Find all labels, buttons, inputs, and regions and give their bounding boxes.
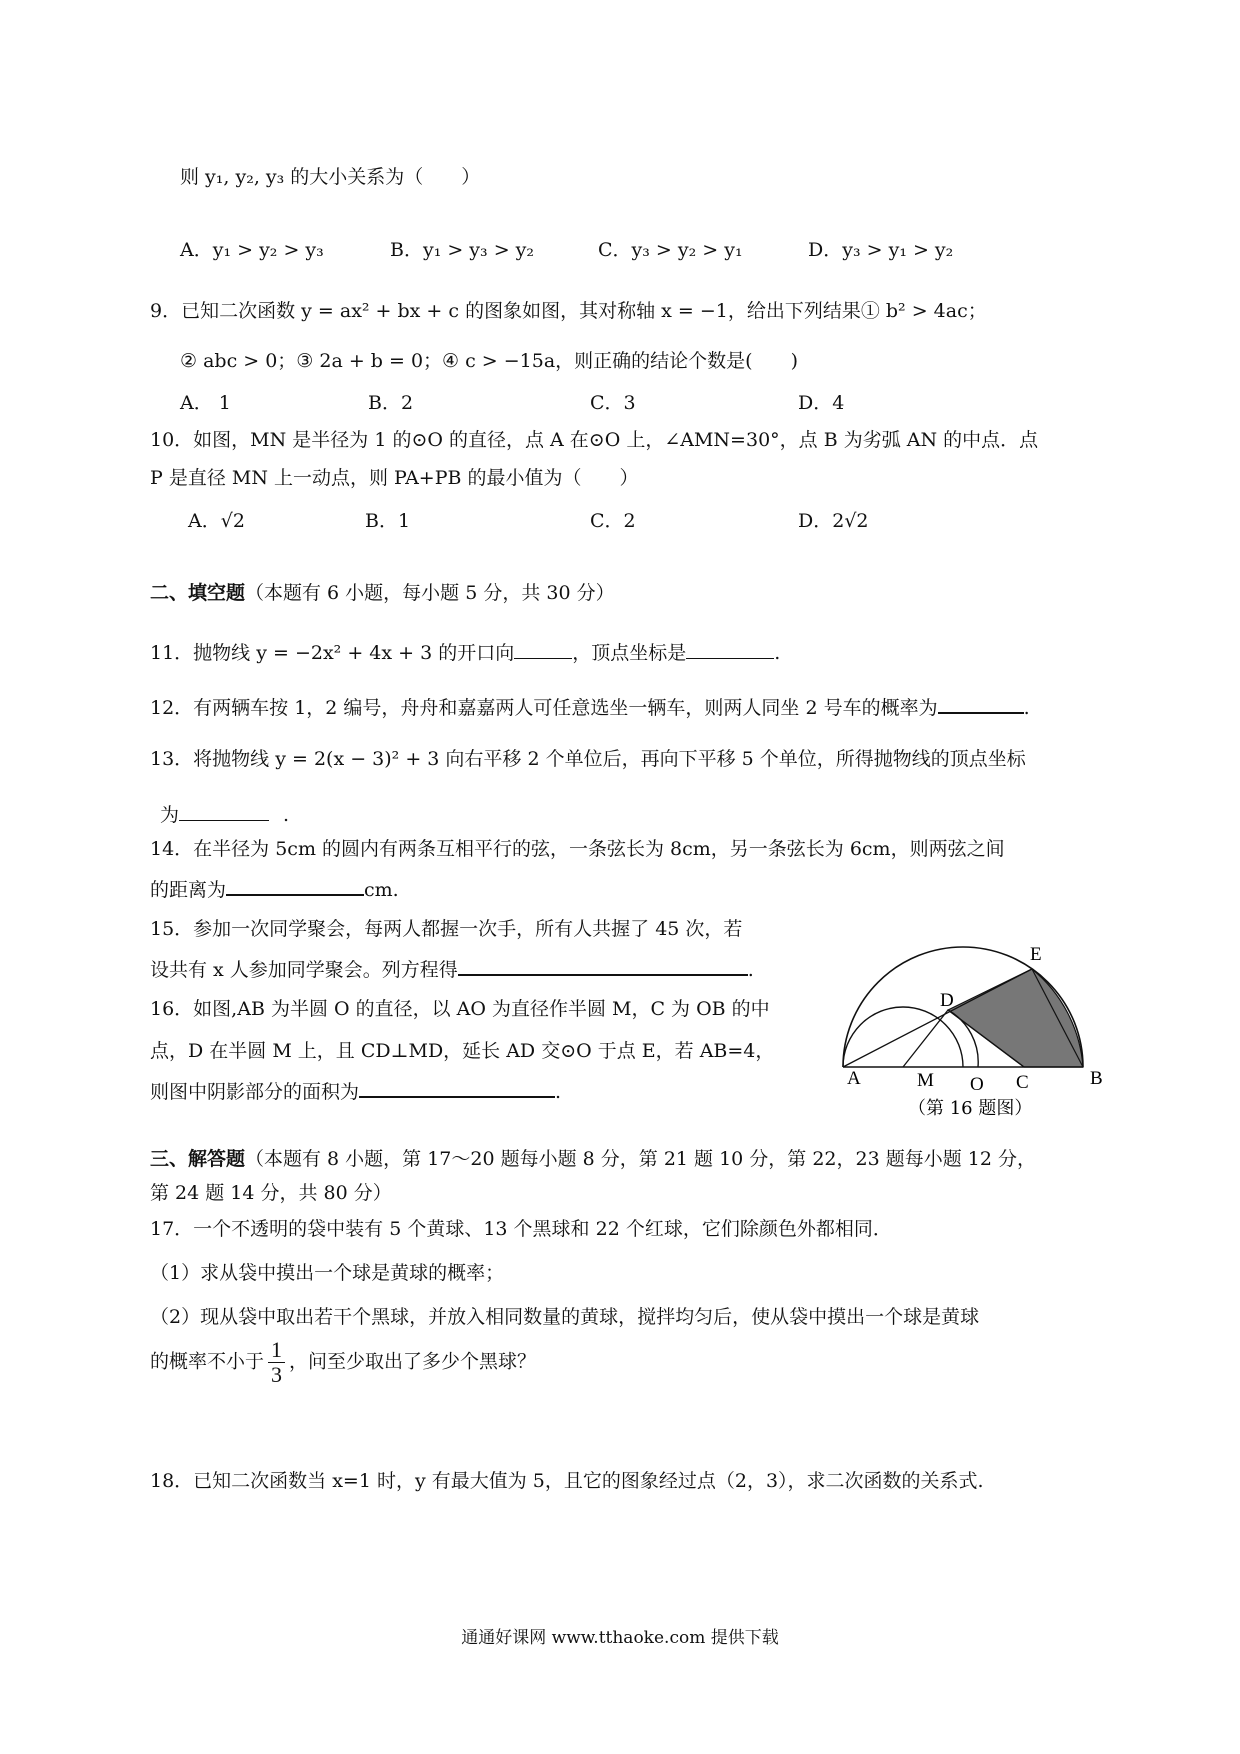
section3-line1 bbox=[150, 1148, 1036, 1171]
q10-line1: 10．如图，MN 是半径为 1 的⊙O 的直径，点 A 在⊙O 上，∠AMN=30°，点 B 为劣弧 AN 的中点．点 bbox=[150, 429, 1039, 451]
q11-text-a: 11．抛物线 y = −2x² + 4x + 3 的开口向 bbox=[150, 642, 515, 664]
fraction-one-third bbox=[268, 1338, 285, 1387]
q16-blank[interactable] bbox=[359, 1078, 555, 1098]
q11-text-b: ，顶点坐标是 bbox=[572, 642, 687, 664]
segment-md bbox=[903, 1010, 948, 1067]
q14-blank[interactable] bbox=[226, 876, 364, 896]
q11-blank-vertex[interactable] bbox=[686, 640, 774, 659]
figure-16 bbox=[840, 940, 1120, 1135]
q10-option-b: B．1 bbox=[365, 510, 411, 532]
label-e: E bbox=[1030, 944, 1042, 965]
q17-part1: （1）求从袋中摸出一个球是黄球的概率； bbox=[150, 1262, 505, 1284]
q14-line2 bbox=[150, 876, 399, 902]
q15-text-b: . bbox=[747, 959, 754, 981]
q8-option-a: A．y₁ > y₂ > y₃ bbox=[180, 239, 324, 261]
q9-option-c: C．3 bbox=[590, 392, 636, 414]
q13-text-b: . bbox=[283, 804, 290, 826]
label-a: A bbox=[847, 1068, 861, 1089]
q11-blank-direction[interactable] bbox=[514, 640, 572, 659]
q15-line2 bbox=[150, 956, 754, 982]
fraction-denominator: 3 bbox=[271, 1362, 283, 1388]
section3-title: 三、解答题 bbox=[150, 1148, 246, 1170]
q17-part3-text-b: ，问至少取出了多少个黑球？ bbox=[289, 1350, 537, 1373]
q16-line2: 点，D 在半圆 M 上，且 CD⊥MD，延长 AD 交⊙O 于点 E，若 AB=4， bbox=[150, 1040, 775, 1062]
label-b: B bbox=[1090, 1068, 1103, 1089]
q11-text-c: . bbox=[774, 642, 781, 664]
q9-line2: ② abc > 0；③ 2a + b = 0；④ c > −15a，则正确的结论个数是( ) bbox=[180, 350, 798, 372]
section2-note: （本题有 6 小题，每小题 5 分，共 30 分） bbox=[245, 582, 615, 604]
q14-text-b: cm. bbox=[364, 879, 399, 901]
label-c: C bbox=[1016, 1072, 1029, 1093]
label-o: O bbox=[970, 1074, 984, 1095]
q9-option-d: D．4 bbox=[798, 392, 845, 414]
q12-blank[interactable] bbox=[938, 694, 1024, 714]
q13-line1: 13．将抛物线 y = 2(x − 3)² + 3 向右平移 2 个单位后，再向下平移 5 个单位，所得抛物线的顶点坐标 bbox=[150, 748, 1026, 770]
q8-stem: 则 y₁, y₂, y₃ 的大小关系为（ ） bbox=[180, 166, 481, 188]
q15-text-a: 设共有 x 人参加同学聚会。列方程得 bbox=[150, 959, 458, 981]
q9-option-b: B．2 bbox=[368, 392, 414, 414]
q16-line3 bbox=[150, 1078, 561, 1104]
q8-option-b: B．y₁ > y₃ > y₂ bbox=[390, 239, 535, 261]
q12-text-b: . bbox=[1023, 697, 1030, 719]
fraction-numerator: 1 bbox=[268, 1338, 285, 1363]
q17-part3 bbox=[150, 1338, 536, 1387]
shaded-region bbox=[948, 969, 1083, 1067]
q9-line1: 9．已知二次函数 y = ax² + bx + c 的图象如图，其对称轴 x = −1，给出下列结果① b² > 4ac； bbox=[150, 300, 987, 322]
q14-line1: 14．在半径为 5cm 的圆内有两条互相平行的弦，一条弦长为 8cm，另一条弦长为 6cm，则两弦之间 bbox=[150, 838, 1005, 860]
q18-line1: 18．已知二次函数当 x=1 时，y 有最大值为 5，且它的图象经过点（2，3），求二次函数的关系式. bbox=[150, 1470, 984, 1492]
q13-blank[interactable] bbox=[179, 802, 269, 821]
section3-note: （本题有 8 小题，第 17～20 题每小题 8 分，第 21 题 10 分，第 22，23 题每小题 12 分， bbox=[245, 1148, 1036, 1170]
q12-text-a: 12．有两辆车按 1，2 编号，舟舟和嘉嘉两人可任意选坐一辆车，则两人同坐 2 号车的概率为 bbox=[150, 697, 938, 719]
q12 bbox=[150, 694, 1030, 720]
label-d: D bbox=[940, 990, 954, 1011]
q10-option-a: A．√2 bbox=[188, 510, 245, 532]
q13-text-a: 为 bbox=[160, 804, 180, 826]
label-m: M bbox=[917, 1070, 934, 1091]
section2-title: 二、填空题 bbox=[150, 582, 246, 604]
q16-text-a: 则图中阴影部分的面积为 bbox=[150, 1081, 360, 1103]
figure-caption: （第 16 题图） bbox=[908, 1098, 1033, 1119]
q14-text-a: 的距离为 bbox=[150, 879, 227, 901]
q10-line2: P 是直径 MN 上一动点，则 PA+PB 的最小值为（ ） bbox=[150, 467, 639, 489]
q13-line2 bbox=[160, 802, 289, 827]
q16-line1: 16．如图,AB 为半圆 O 的直径，以 AO 为直径作半圆 M，C 为 OB 的中 bbox=[150, 998, 770, 1020]
q16-text-b: . bbox=[555, 1081, 562, 1103]
q8-option-d: D．y₃ > y₁ > y₂ bbox=[808, 239, 954, 261]
q10-option-d: D．2√2 bbox=[798, 510, 869, 532]
q10-option-c: C．2 bbox=[590, 510, 636, 532]
q17-part2: （2）现从袋中取出若干个黑球，并放入相同数量的黄球，搅拌均匀后，使从袋中摸出一个球是黄球 bbox=[150, 1306, 980, 1328]
section3-line2: 第 24 题 14 分，共 80 分） bbox=[150, 1182, 392, 1204]
q17-part3-text-a: 的概率不小于 bbox=[150, 1350, 265, 1373]
q9-option-a: A． 1 bbox=[180, 392, 231, 414]
footer-text: 通通好课网 www.tthaoke.com 提供下载 bbox=[461, 1628, 779, 1648]
q11 bbox=[150, 640, 780, 665]
q8-option-c: C．y₃ > y₂ > y₁ bbox=[598, 239, 743, 261]
section2-heading bbox=[150, 582, 615, 605]
q17-line1: 17．一个不透明的袋中装有 5 个黄球、13 个黑球和 22 个红球，它们除颜色外都相同． bbox=[150, 1218, 892, 1240]
q15-line1: 15．参加一次同学聚会，每两人都握一次手，所有人共握了 45 次，若 bbox=[150, 918, 743, 940]
q15-blank[interactable] bbox=[458, 956, 748, 976]
